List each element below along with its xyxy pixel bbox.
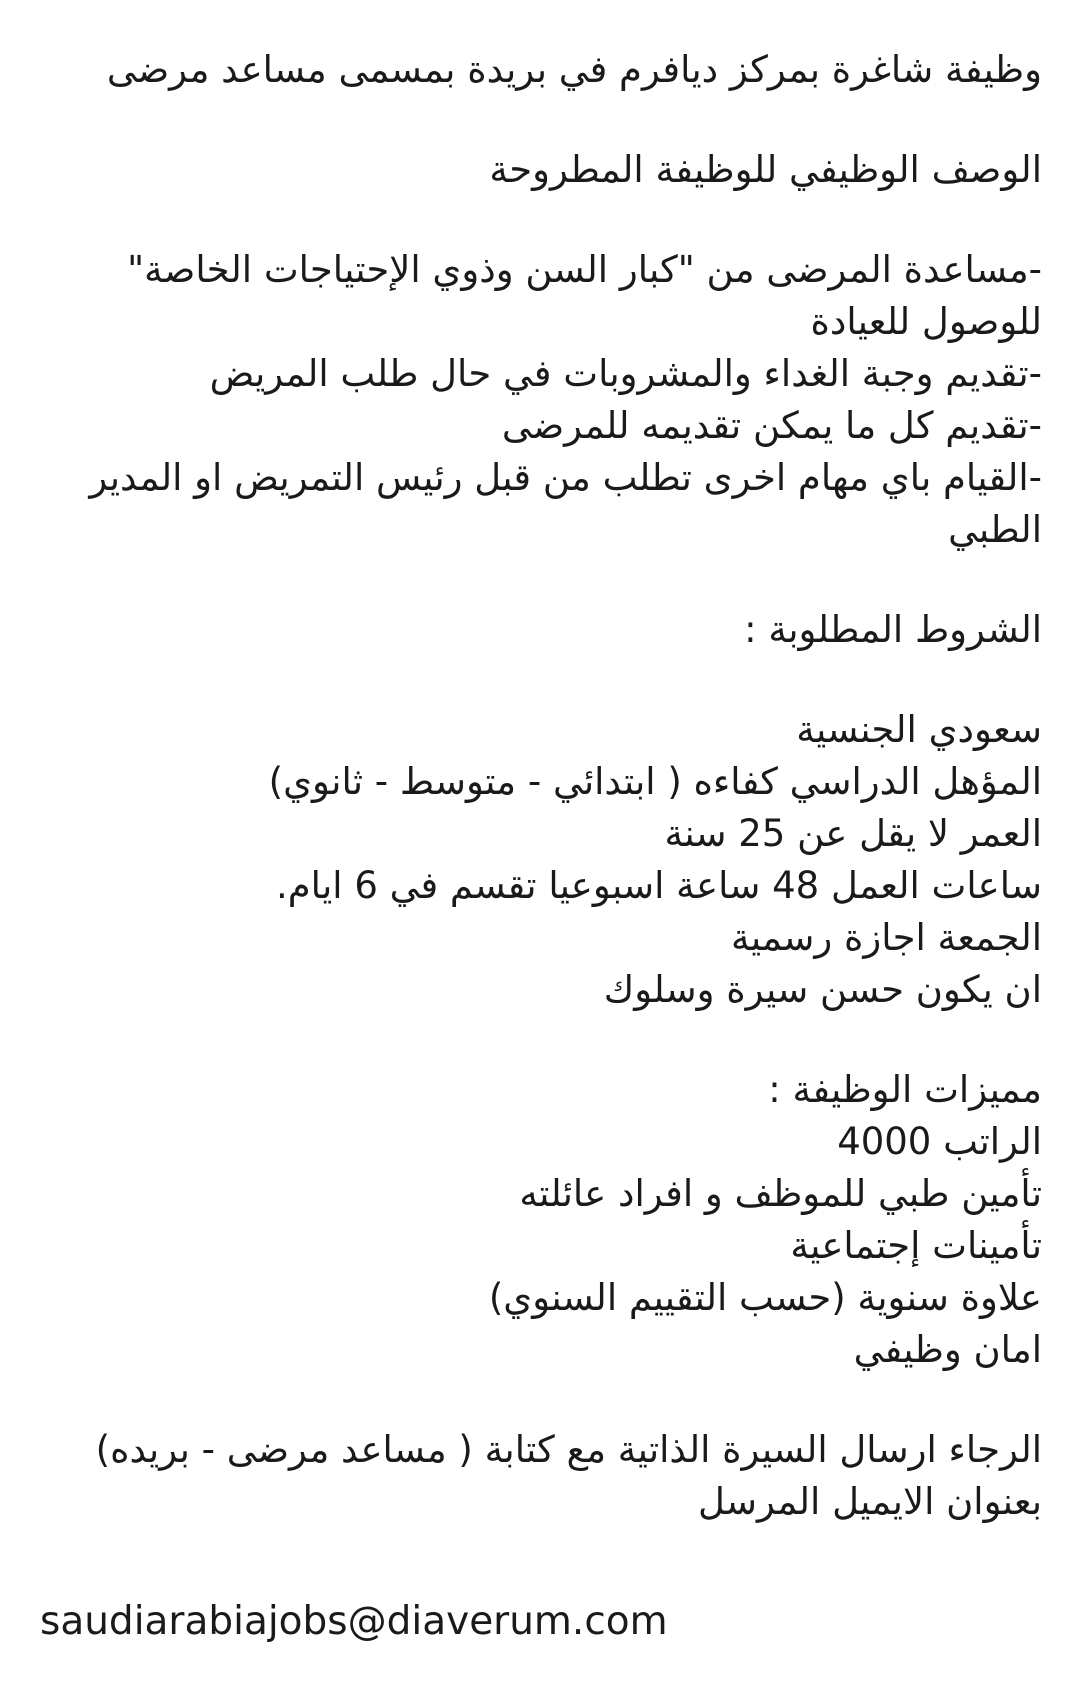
job-description-item: -تقديم كل ما يمكن تقديمه للمرضى (501, 404, 1042, 447)
spacer (80, 1376, 1042, 1424)
application-instruction: الرجاء ارسال السيرة الذاتية مع كتابة ( مساعد مرضى - بريده) بعنوان الايميل المرسل (95, 1428, 1042, 1523)
spacer (80, 96, 1042, 144)
job-description-item: -مساعدة المرضى من "كبار السن وذوي الإحتياجات الخاصة" للوصول للعيادة (127, 248, 1042, 343)
spacer (80, 656, 1042, 704)
benefit-item: تأمينات إجتماعية (790, 1224, 1042, 1267)
job-title: وظيفة شاغرة بمركز ديافرم في بريدة بمسمى مساعد مرضى (106, 48, 1042, 91)
job-description-item: -تقديم وجبة الغداء والمشروبات في حال طلب المريض (209, 352, 1042, 395)
benefit-item: امان وظيفي (853, 1328, 1042, 1371)
job-description-item: -القيام باي مهام اخرى تطلب من قبل رئيس التمريض او المدير الطبي (89, 456, 1042, 551)
requirement-item: الجمعة اجازة رسمية (731, 916, 1042, 959)
requirement-item: ساعات العمل 48 ساعة اسبوعيا تقسم في 6 ايام. (276, 864, 1042, 907)
spacer (80, 196, 1042, 244)
benefit-item: تأمين طبي للموظف و افراد عائلته (519, 1172, 1042, 1215)
spacer (80, 556, 1042, 604)
spacer (80, 1016, 1042, 1064)
job-description-heading: الوصف الوظيفي للوظيفة المطروحة (489, 148, 1042, 191)
requirement-item: ان يكون حسن سيرة وسلوك (603, 968, 1042, 1011)
benefit-item: الراتب 4000 (837, 1120, 1042, 1163)
benefits-heading: مميزات الوظيفة : (768, 1068, 1042, 1111)
requirements-heading: الشروط المطلوبة : (744, 608, 1042, 651)
requirement-item: العمر لا يقل عن 25 سنة (664, 812, 1042, 855)
requirement-item: سعودي الجنسية (796, 708, 1042, 751)
benefit-item: علاوة سنوية (حسب التقييم السنوي) (488, 1276, 1042, 1319)
requirement-item: المؤهل الدراسي كفاءه ( ابتدائي - متوسط - ثانوي) (268, 760, 1042, 803)
job-post-text (80, 44, 1042, 1528)
application-email[interactable]: saudiarabiajobs@diaverum.com (40, 1599, 668, 1644)
